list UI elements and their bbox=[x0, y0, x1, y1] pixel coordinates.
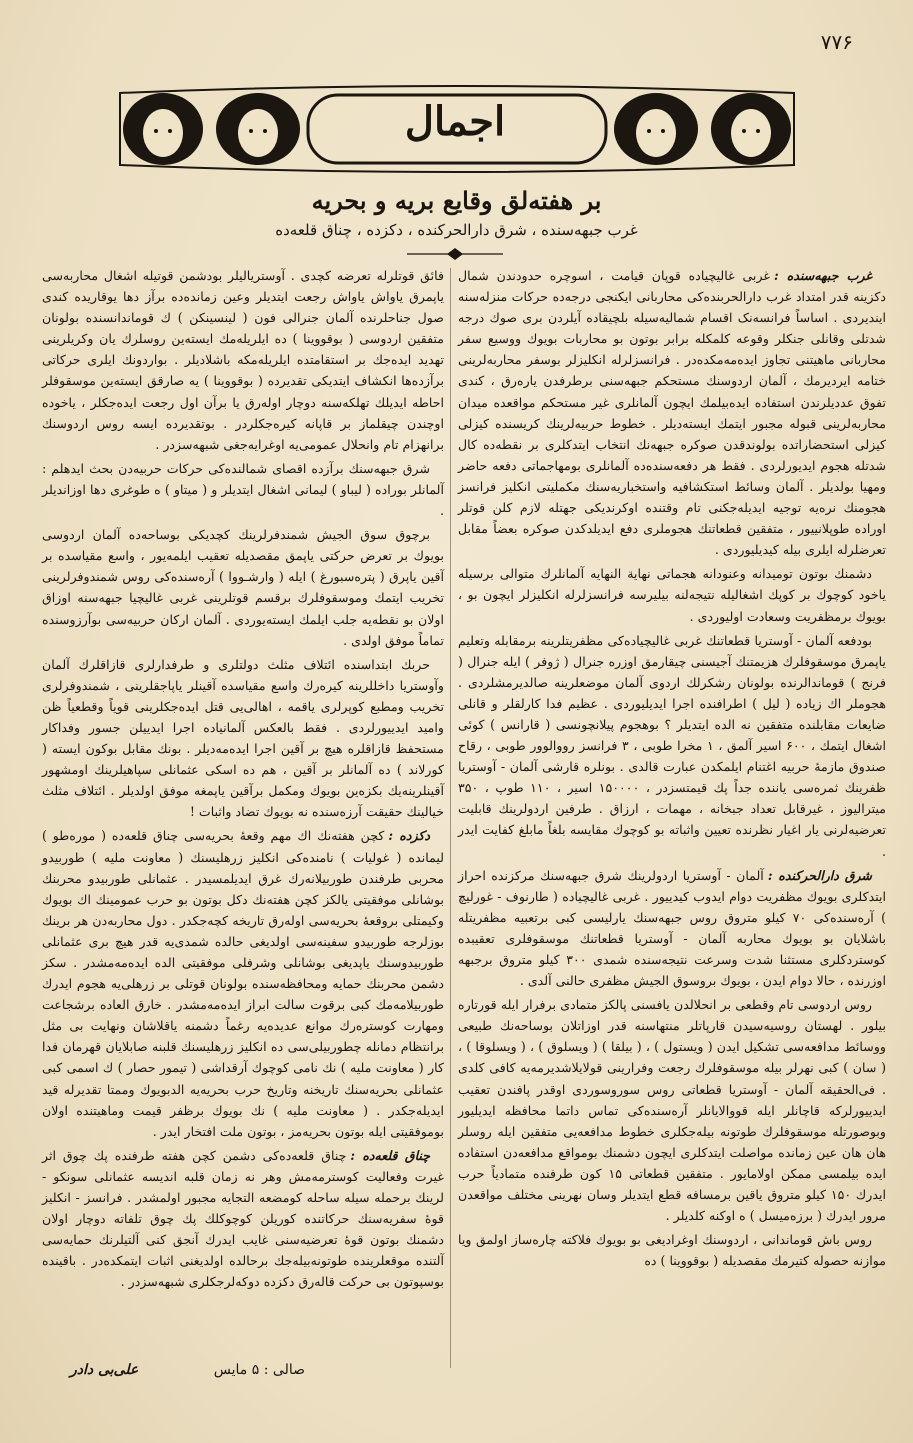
banner-title: اجمال bbox=[404, 98, 506, 145]
face-medallion-left-outer bbox=[123, 93, 203, 165]
paragraph-heading: غرب جبهه‌سنده : bbox=[773, 268, 873, 283]
paragraph bbox=[458, 630, 886, 862]
section-title: بر هفته‌لق وقایع بریه و بحریه bbox=[311, 186, 602, 215]
paragraph-text: روس باش قوماندانی ، اردوسنك اوغرادیغی بو بویوك فلاکته چاره‌ساز اولمق ویا موازنه حصوله کتیرمك مقصدیله ( بوقووینا ) ده bbox=[458, 1232, 886, 1269]
paragraph-text: کچن هفته‌نك اك مهم وقعهٔ بحریه‌سی چناق قلعه‌ده ( موره‌طو ) لیمانده ( غولیات ) نامنده‌کی انکلیز زرهلیسنك ( معاونت ملیه ) طوربیدو محربی طرفندن طوربیلانه‌رك غرق ایدیلمسیدر . عثمانلی طوربیدو محربنك بوشانلی موفقیتی یالکز کچن هفته‌نك دکل بوتون بو حرب عمومینك اك بویوك وکیمتلی بروقعهٔ بحریه‌سی اوله‌رق تاریخه کچه‌جکدر . دول محاربه‌دن هر برینك بوزلرجه طوربیدو سفینه‌سی اولدیغی حالده شمدی‌یه قدر هیچ بری عثمانلی طوربیدوسنك یاپدیغی بوشانلی وشرفلی موفقیتی الده ایده‌مه‌مشدر . سکز دشمن محربنك حمایه ومحافظه‌سنده بولونان قوتلی بر زرهلی‌یه هجوم ایدرك طوربیلامه‌مك کبی برقوت سالت ابراز ایده‌مه‌مشدر . خارق العاده برشجاعت ومهارت کوستره‌رك موانع عدیده‌یه رغماً دشمنه یاقلاشان ونهایت بی مثل برانتظام دمانله چطوربیلی‌سی ده انکلیز زرهلیسنك قلبنه صابلایان قهرمان فدا کار ( معاونت ملیه ) نك نامی کوچوك آرقداشی ( تیمور حصار ) ك اسمی کبی عثمانلی بحریه‌سنك تاریخنه وتاریخ حرب بحریه‌یه الدبویوك وممتا تقدیرله قید ایدیله‌جکدر . ( معاونت ملیه ) نك بویوك برظفر قیمت وماهیتنده اولان بوموفقیتی ایله بوتون بحریه‌مز ، بوتون ملت افتخار ایدر . bbox=[42, 828, 444, 1139]
paragraph-text: دشمنك بوتون تومیدانه وعنودانه هجماتی نهایة النهایه آلمانلرك متوالی برسیله یاخود کوچوك بر کوپك اشغالیله نتیجه‌لنه بیلیرسه فرانسزلرله انکلیزلر ایچون بو ، بویوك برمظفریت وسعادت اولیوردی . bbox=[458, 566, 886, 624]
paragraph bbox=[458, 994, 886, 1226]
paragraph-heading: چناق قلعه‌ده : bbox=[350, 1147, 430, 1163]
paragraph bbox=[42, 825, 444, 1141]
paragraph-heading: شرق دارالحرکنده : bbox=[767, 867, 872, 883]
paragraph bbox=[458, 865, 886, 992]
paragraph bbox=[42, 654, 444, 823]
paragraph-text: حربك ابتداسنده ائتلاف مثلث دولتلری و طرفدارلری قازاقلرك آلمان وآوستریا داخللرینه کیره‌رك واسع مقیاسده آقینلر یاپاجقلرینی ، شمندوفرلری تخریب ومطبع کوپرلری یاقمه ، اهالی‌یی قتل ایده‌جکلرینی قوياً وقطعياً ظن وامید ایدییورلردی . فقط بالعکس آلمانیاده اجرا ایدییلن جسور وفداکار مستحفظ قازاقلره هیچ بر آقین اجرا ایده‌مه‌دیلر . بونك مقابل بوکون ایسته ( کورلاند ) ده آلمانلر بر آقین ، هم ده اسکی عثمانلی سپاهیلرینك اومشهور آقینلرینه‌یك بکزه‌ین بویوك ومکمل برآقین یاپمغه موفق اولدیلر . ائتلاف مثلث خیالینك حقیقت آرزه‌سنده نه بویوك تضاد واثبات ! bbox=[42, 656, 444, 820]
paragraph-text: روس اردوسی تام وقطعی بر انحلالدن یافسنی پالکز متمادی برفرار ایله قورتاره بیلور . لهستان روسیه‌سیدن قارپاتلر منتهاسنه قدر اوزاتلان بوساحه‌نك طبیعی ووسائط مدافعه‌سی تشکیل ایدن ( ویستول ) ، ( بیلقا ) ( ویسلوق ) ، ( ویسلوقا ) ، ( سان ) کبی نهرلر بیله موسقوفلرك رجعت وفرارینی قولایلاشدیرمه‌یه کافی کلدی . فی‌الحقیقه آلمان - آوستریا قطعاتی روس سوروسوردی اوقدر پافندن تعقیب ایدییورلرکه قاچانلر ایله قووالایانلر آره‌سنده‌کی تماس داتما محافظه ایدیلیور وبوصورتله موسقوفلرك طوتونه بیله‌جکلری خطوط مدافعه‌یی متفقین ایله روسلر هان هان عین زمانده مواصلت ایتدکلری ایچون دشمنك بومواقع مدافعه‌دن استفاده ایده بیلمسی ممکن اولامایور . متفقین قطعاتی ۱۵ کون طرفنده متمادیاً حرب ایدرك ۱۵۰ کیلو متروق یاقین برمسافه قطع ایتدیلر وسان نهرینی مختلف مواقعدن مرور ایدرك ( برزه‌میسل ) ه اوکنه کلدیلر . bbox=[458, 997, 887, 1224]
signoff bbox=[70, 1362, 400, 1386]
divider-ornament bbox=[405, 247, 505, 261]
column-divider bbox=[450, 268, 451, 1368]
left-column bbox=[42, 265, 444, 1296]
paragraph-text: بودفعه آلمان - آوستریا قطعاتنك غربی غالیچیاده‌کی مظفریتلرینه برمقابله وتعلیم یاپمرق موسقوفلرك هزیمتنك آجیسنی چیقارمق اوزره جنرال ( ژوفر ) ایله جنرال ( فرنج ) قوماندالرنده بولونان رشکرلك اردوی آلمان موضعلرینه صالدیرمشلردی . هجوملر اك زیاده ( لیل ) اطرافنده اجرا ایدیلیوردی . عظیم فدا کارلقلر و قانلی ضایعات مقابلنده متفقین نه الده ایتدیلر ؟ بوهجوم پیلانچونسی ( قارانس ) کوئی اشغال ایتمك ، ۶۰۰ اسیر آلمق ، ۱ مخرا طوبی ، ۳ فرانسز رووالوور طوبی ، رقاح صندوق مازمهٔ حربیه اغتنام ایلمکدن عبارت قالدی . بونلره قارشی آلمان - آوستریا ظفرینك ثمره‌سی یاننده جداً پك قیمتسزدر ، ۱۵۰۰۰۰ اسیر ، ۱۱۰ طوپ ، ۳۵۰ میترالیوز ، غیرقابل تعداد جبخانه ، مهمات ، ارزاق . طرفین اردولرینك قابلیت تعرضیه‌لرنی یار اغیار نظرنده تعیین واثباته بو کوچوك مقایسه بلغاً مابلغ کفایت ایدر . bbox=[458, 632, 886, 859]
paragraph-text: شرق جبهه‌سنك برآزده اقصای شمالنده‌کی حرکات حربیه‌دن بحث ایدهلم : آلمانلر بوراده ( لیباو ) لیمانی اشغال ایتدیلر و ( میتاو ) ه طوغری دها اوزاندیلر . bbox=[42, 460, 444, 519]
author-signature: علی‌بی دادر bbox=[70, 1362, 139, 1378]
paragraph bbox=[42, 524, 444, 651]
paragraph bbox=[42, 458, 444, 521]
paragraph-text: چناق قلعه‌ده‌کی دشمن کچن هفته طرفنده پك چوق اثر غیرت وفعالیت کوسترمه‌مش وهر نه زمان قلبه اندیسه عثمانلی سونکو - لرینك برحمله سیله ساحله کومضعه التجایه مجبور اولمشدر . فرانسز - انکلیز قوهٔ سفریه‌سنك حرکاتنده کوریلن کوچوکلك پك چوق تلفاته دوچار اولان دشمنك بوتون قوهٔ تعرضیه‌سنی غایب ایدرك آنجق کنی آلتیلرنك حمایه‌سی آلتنده موقعلرینده طوتونه‌بیله‌جك برحالده اولدیغنی اثبات ایتمکده‌در . باقینده بوسپوتون بی حرکت قاله‌رق دکزده دوکه‌لرجکلری شبهه‌سزدر . bbox=[42, 1147, 444, 1290]
paragraph bbox=[458, 265, 886, 560]
paragraph bbox=[458, 563, 886, 626]
section-subtitle: غرب جبهه‌سنده ، شرق دارالحرکنده ، دکزده ، چناق قلعه‌ده bbox=[275, 221, 638, 239]
paragraph-text: آلمان - آوستریا اردولرینك شرق جبهه‌سنك مرکزنده احراز ایتدکلری بویوك مظفریت دوام ایدوب کیدییور . غربی غالیچیاده ( طارنوف - غورلیچ ) آره‌سنده‌کی ۷۰ کیلو متروق روس جبهه‌سنك یارلیسی کبی برتعبیه مظفریتله باشلایان بو بویوك محاربه آلمان - آوستریا قطعاتنك موسقوفلری تعقیبده کوستردکلری مستثنا شدت وسرعت نتیجه‌سنده شمدی ۳۰۰ کیلو متروق برجبهه اوزرنده ، حالا دوام ایدن ، بویوك بروسوق الجیش مظفری حالنی آلدی . bbox=[458, 867, 886, 989]
paragraph-text: برچوق سوق الجیش شمندفرلرینك کچدیکی بوساحه‌ده آلمان اردوسی بویوك بر تعرض حرکتی یاپمق مقصدیله تعقیب ایلمه‌یور ، واسع مقیاسده بر آقین یاپرق ( پتره‌سبورغ ) ایله ( وارشـووا ) آره‌سنده‌کی روس شمندوفرلرینی تخریب ایتمك وموسقوفلرك برقسم قوتلرینی غربی غالیچیا جبهه‌سنه اوزاق اولان بو نقطه‌یه جلب ایلمك ایسته‌یوردی . آلمان ارکان حربیه‌سی بوآرزوسنده تماماً موفق اولدی . bbox=[42, 527, 444, 648]
paragraph bbox=[42, 265, 444, 455]
paragraph-heading: دکزده : bbox=[388, 828, 430, 844]
paragraph-text: فائق قوتلرله تعرضه کچدی . آوستریالیلر بودشمن قوتیله اشغال محاربه‌سی یاپمرق یاواش یاواش رجعت ایتدیلر وعین زمانده‌ده برآز دها یوقاریده کندی صول جناحلرنده آلمان جنرالی فون ( لینسینکن ) ك قوماندانسنده بولونان متفقین اردوسی ( بوقووینا ) ده ایلریله‌مك ایسته‌ین روسلرك یان وکریلرینی تهدید ایده‌جك بر استقامتده ایلریله‌مکه باشلادیلر . بواردونك ایلری حرکاتی برآزده‌ها انکشاف ایتدیکی تقدیرده ( بوقووینا ) یه صارقق ایسته‌ین موسقوفلر احاطه ایدیلك تهلکه‌سنه دوچار اوله‌رق یا برآن اول رجعت ایده‌جکلر ، یاخوده اوچندن چیقلماز بر قاپانه کیره‌جکلردر . بوتقدیرده ایسه روس اردوسنك برانهزام تام وانحلال عمومی‌یه اوغرایه‌جغی شبهه‌سزدر . bbox=[42, 268, 444, 452]
page-number: ۷۷۶ bbox=[820, 30, 853, 54]
signoff-date: صالی : ۵ مایس bbox=[213, 1362, 305, 1378]
paragraph bbox=[42, 1145, 444, 1293]
paragraph-text: غربی غالیچیاده قوپان قیامت ، اسوچره حدودندن شمال دکزینه قدر امتداد غرب دارالحربنده‌کی محاربانی ایکنجی درجه‌ده حرکات منزله‌سنه ایندیردی . اساساً فرانسه‌نک اقسام شمالیه‌سیله بلچیقاده آیلردن بری صوك درجه شدتلی وقانلی جنکلر وقوعه کلمکله برابر بوتون بو محاربات بویوك ووسیع سفر محاربانی ماهیتنی تجاوز ایده‌مه‌مکده‌در . فرانسزلرله انکلیزلر بوسفر محاربه‌لرینی ختامه ایردیرمك ، آلمان اردوسنك مستحکم جبهه‌سنی برطرفدن یاره‌رق ، کندی تفوق عددیلرندن استفاده ایده‌بیلمك ایچون آلمانلری غیر مستحکم مواقعده میدان محاربه‌لرینی قبوله مجبور ایتمك ایسته‌دیلر . خطوط حربیه‌لرینك کریسنده کیزلی کیزلی استحضاراتده بولوندقدن صوکره جبهه‌نك انتخاب ایتدکلری بر نقطه‌ده کال شدتله هجوم ایدیورلردی . فقط هر دفعه‌سنده‌ده آلمانلری بومهاجماتی دفعه حاضر ومهیا بولدیلر . آلمان وسائط استکشافیه واستخباریه‌سنك مکملیتی انکلیز فرانسز هجومنك نره‌یه توجیه ایدیله‌جکنی تام وقتنده اوکرندیکی جهتله لازم کلن قوتلر اوراده طوپلانییور ، متفقین قطعاتنك هجوملری دفع ایدیلدکدن صوکره بعضاً مقابل تعرضلرله ایلری بیله کیدیلیوردی . bbox=[458, 268, 886, 558]
right-column bbox=[458, 265, 886, 1274]
paragraph bbox=[458, 1229, 886, 1271]
